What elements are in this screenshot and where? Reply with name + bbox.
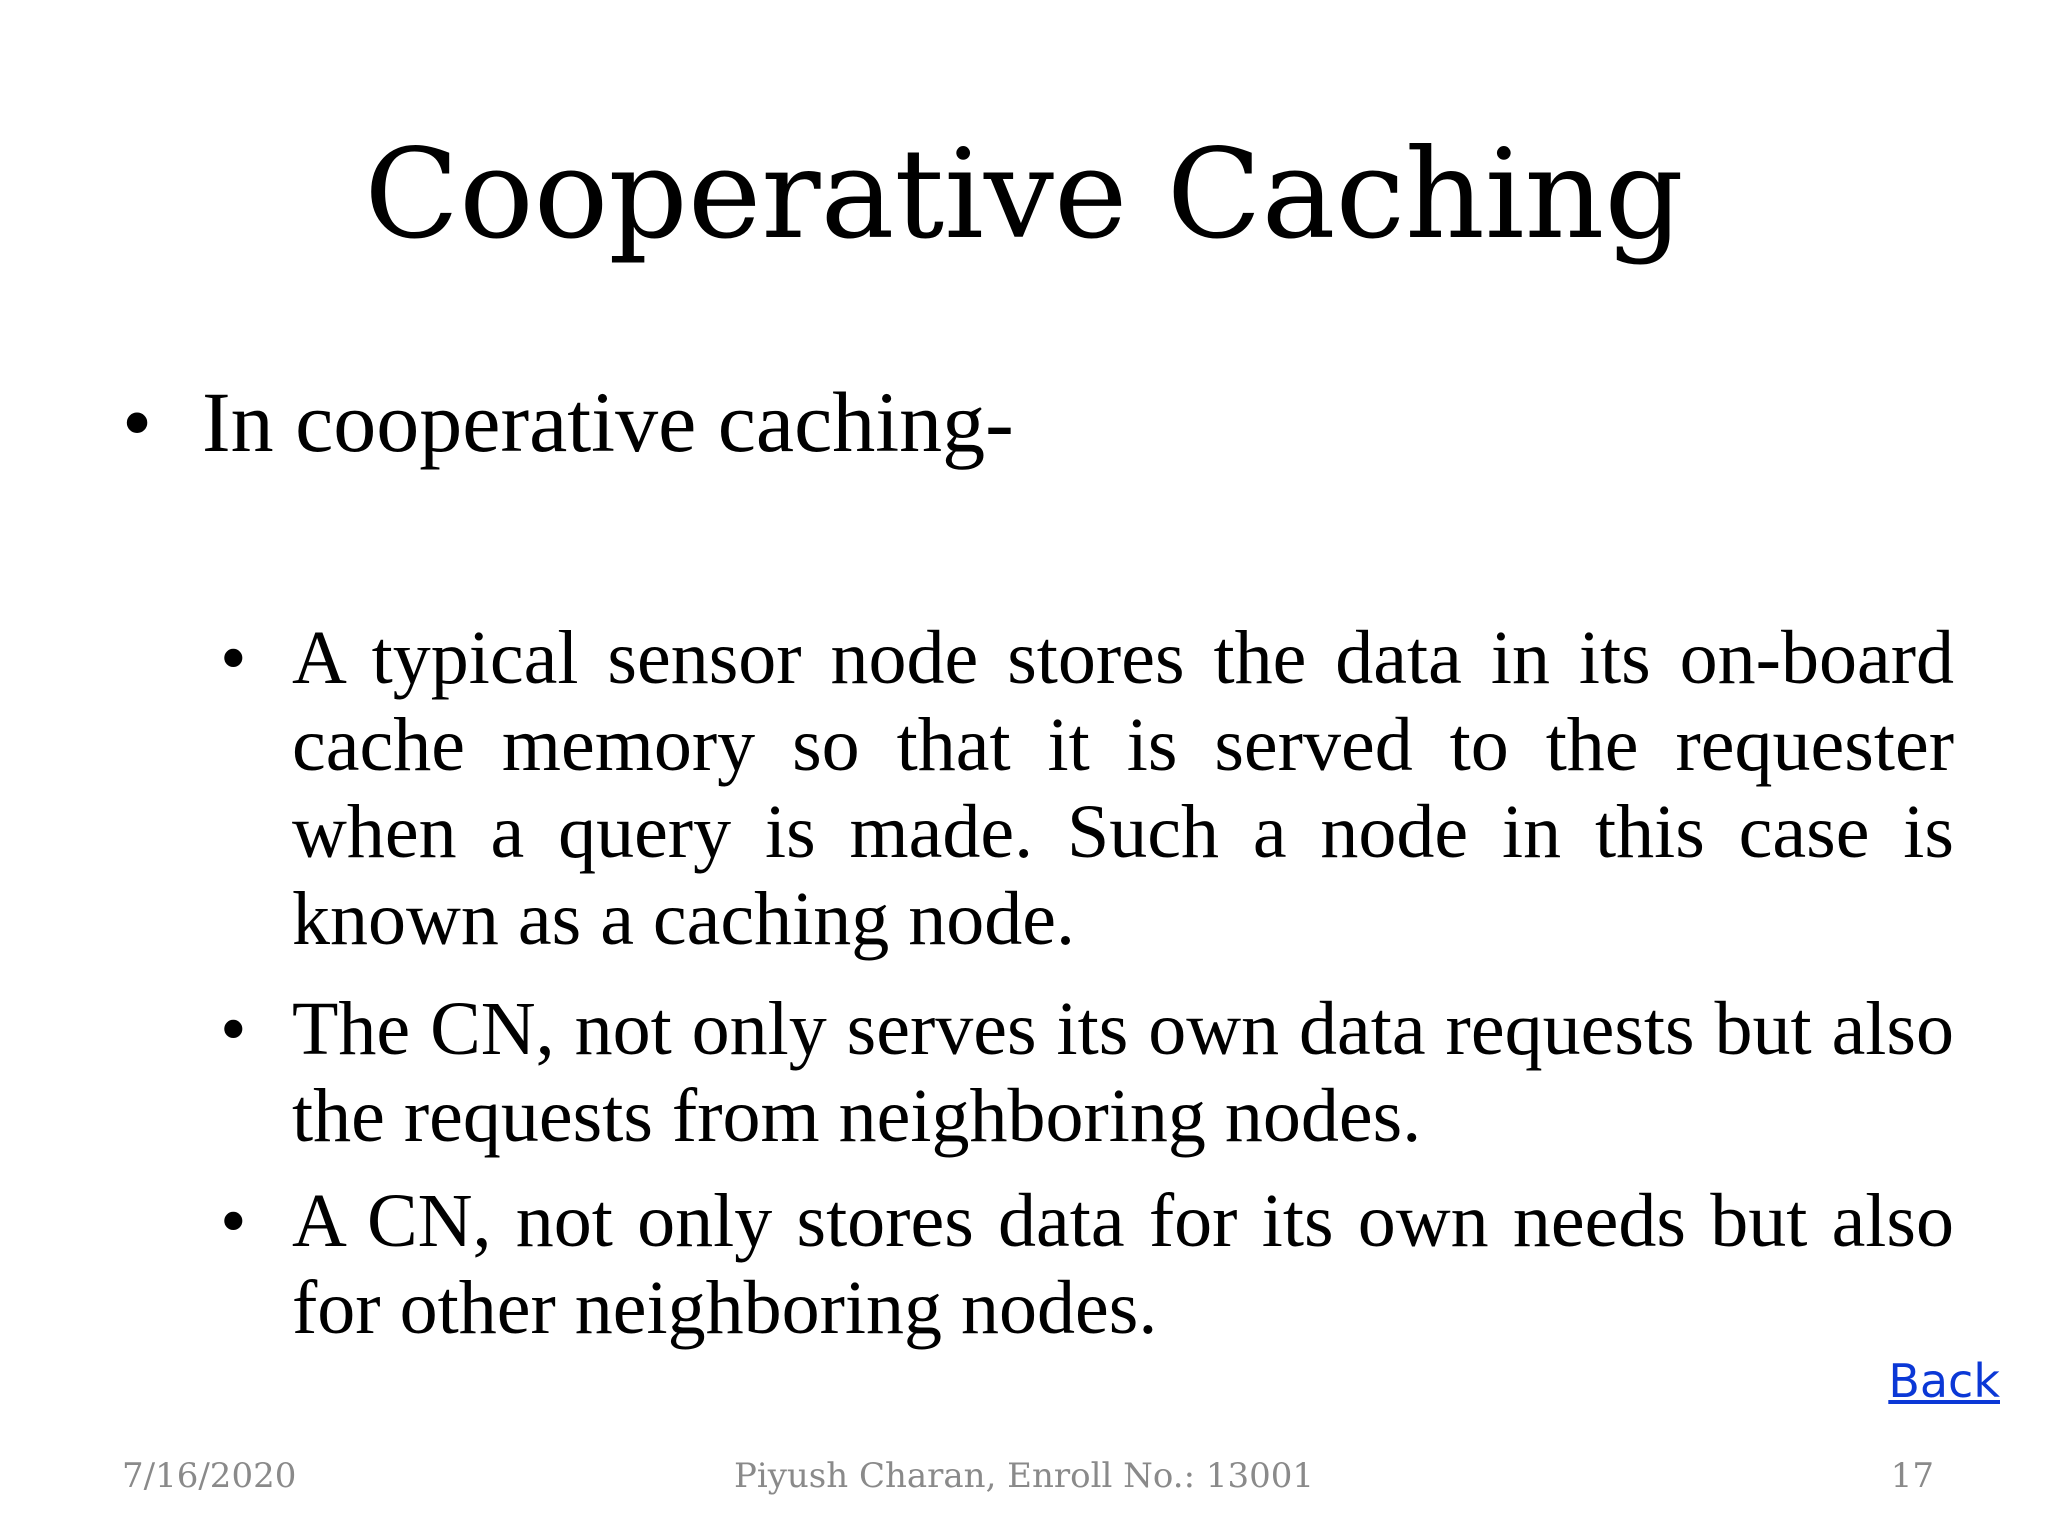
sub-bullet-text: The CN, not only serves its own data requests but also the requests from neighboring nodes.	[292, 987, 1954, 1158]
sub-bullet-text: A typical sensor node stores the data in its on-board cache memory so that it is served to the requester when a query is made. Such a node in this case is known as a caching node.	[292, 616, 1954, 961]
bullet-icon: •	[220, 987, 247, 1071]
sub-bullet	[220, 986, 1954, 1160]
bullet-icon: •	[122, 374, 153, 470]
main-bullet	[122, 372, 1922, 472]
footer-date: 7/16/2020	[122, 1456, 297, 1496]
bullet-icon: •	[220, 616, 247, 700]
bullet-icon: •	[220, 1179, 247, 1263]
back-link[interactable]: Back	[1888, 1354, 2000, 1408]
main-bullet-text: In cooperative caching-	[202, 374, 1014, 470]
sub-bullet	[220, 615, 1954, 963]
sub-bullet-text: A CN, not only stores data for its own needs but also for other neighboring nodes.	[292, 1179, 1954, 1350]
footer-author: Piyush Charan, Enroll No.: 13001	[733, 1456, 1315, 1496]
page-number: 17	[1890, 1456, 1934, 1496]
sub-bullet	[220, 1178, 1954, 1352]
slide-title: Cooperative Caching	[364, 123, 1684, 267]
